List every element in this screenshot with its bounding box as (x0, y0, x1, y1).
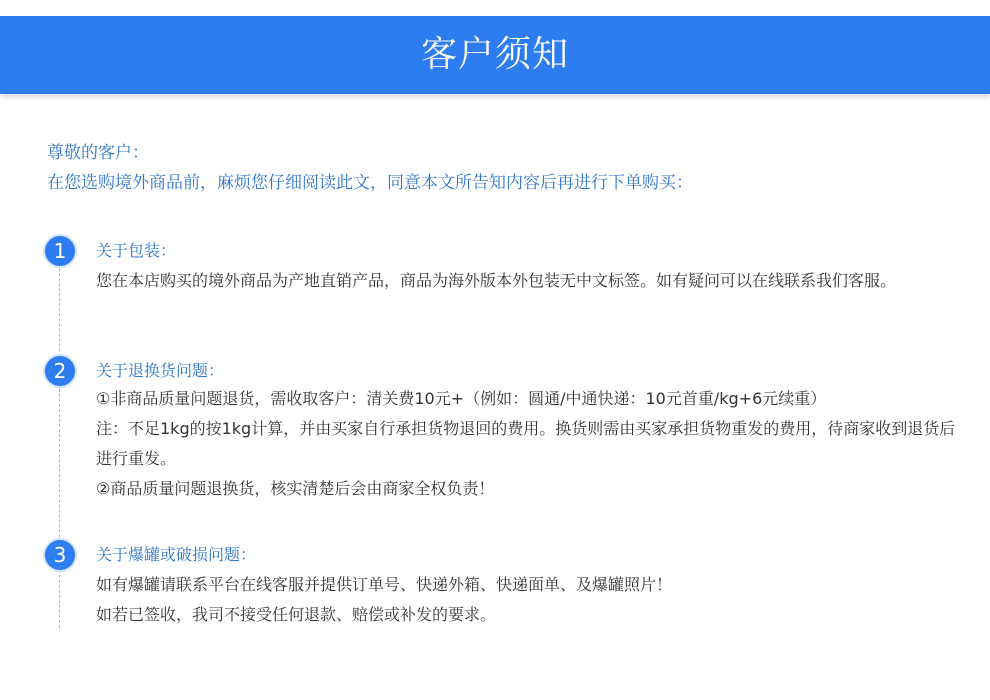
section-number-badge: 1 (45, 236, 75, 266)
intro-message: 在您选购境外商品前，麻烦您仔细阅读此文，同意本文所告知内容后再进行下单购买： (47, 173, 693, 193)
section-title: 关于包装： (96, 241, 177, 260)
header-banner (0, 16, 990, 94)
section-body (96, 266, 966, 296)
section-number-badge: 3 (45, 540, 75, 570)
section-line: ②商品质量问题退换货，核实清楚后会由商家全权负责！ (96, 479, 495, 498)
section-number-badge: 2 (45, 356, 75, 386)
greeting-text: 尊敬的客户： (47, 143, 149, 163)
intro-block (47, 138, 693, 198)
section-line: 如若已签收，我司不接受任何退款、赔偿或补发的要求。 (96, 605, 497, 624)
section-title: 关于爆罐或破损问题： (96, 545, 257, 564)
section-line: 注：不足1kg的按1kg计算，并由买家自行承担货物退回的费用。换货则需由买家承担货物重发的费用，待商家收到退货后进行重发。 (96, 419, 956, 468)
section-body (96, 384, 966, 504)
section-body (96, 570, 966, 630)
timeline-divider (59, 248, 60, 628)
section-line: 如有爆罐请联系平台在线客服并提供订单号、快递外箱、快递面单、及爆罐照片！ (96, 575, 673, 594)
section-title: 关于退换货问题： (96, 361, 225, 380)
section-line: ①非商品质量问题退货，需收取客户：清关费10元+（例如：圆通/中通快递：10元首重/kg+6元续重） (96, 389, 827, 408)
section-line: 您在本店购买的境外商品为产地直销产品，商品为海外版本外包装无中文标签。如有疑问可以在线联系我们客服。 (96, 271, 897, 290)
page-title: 客户须知 (420, 34, 569, 75)
